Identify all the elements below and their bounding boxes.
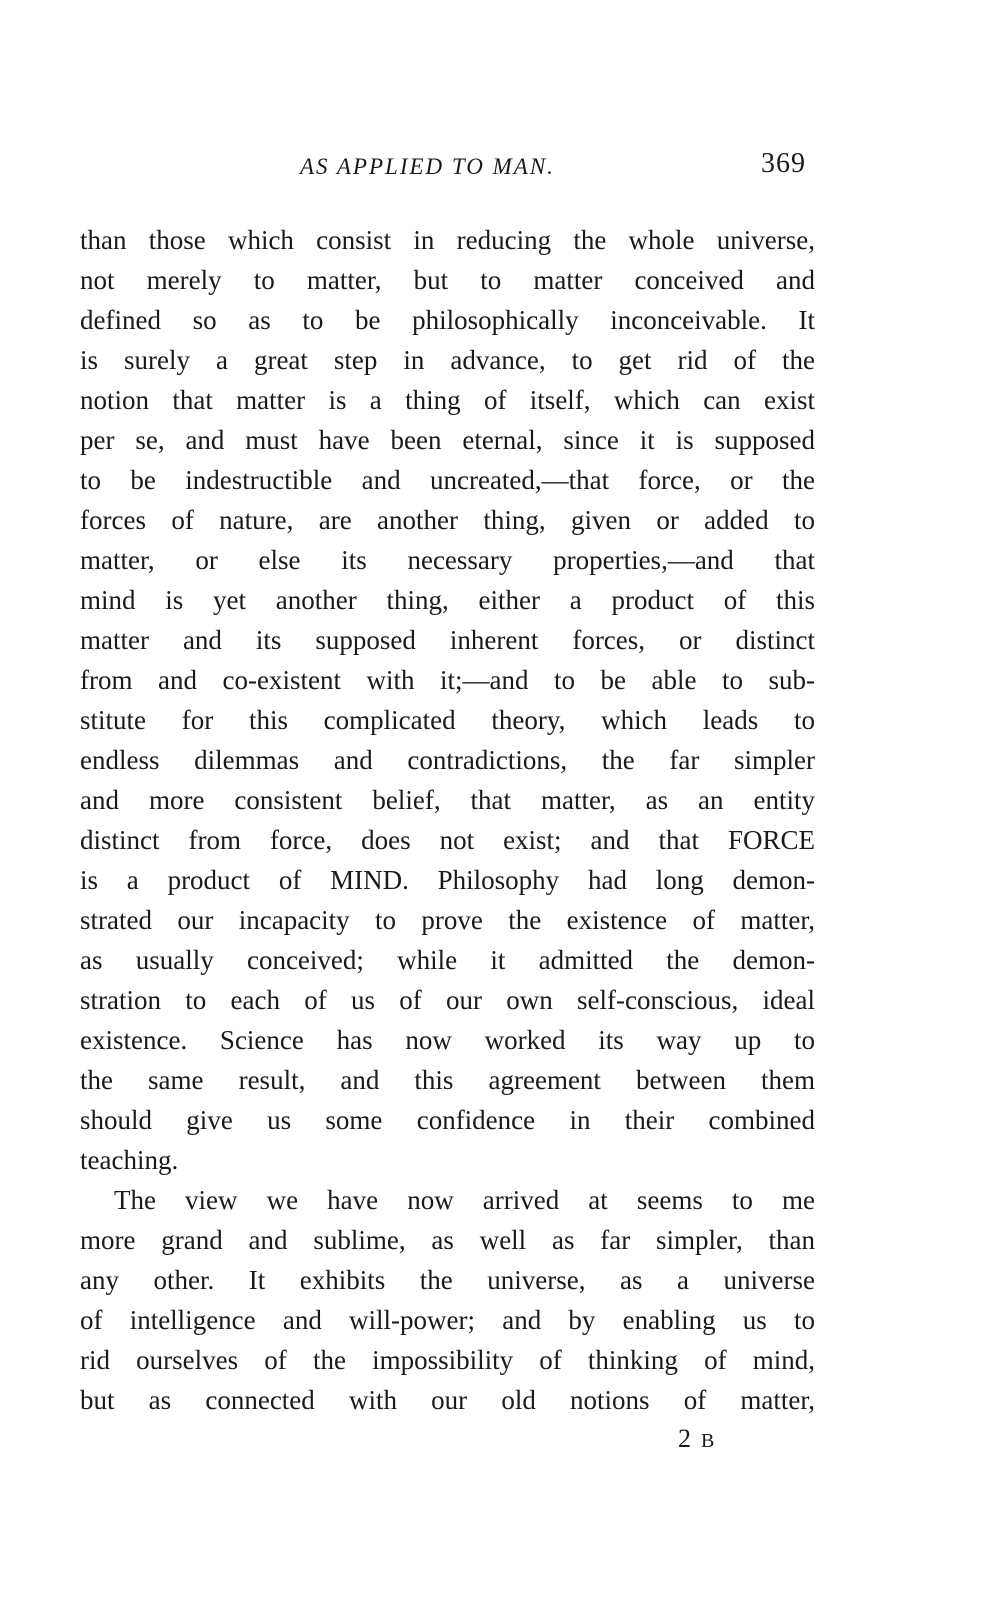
- text-line: matter, or else its necessary properties,—and that: [80, 545, 815, 575]
- signature-number: 2: [678, 1424, 693, 1453]
- text-line: notion that matter is a thing of itself, which can exist: [80, 385, 815, 415]
- text-line: should give us some confidence in their combined: [80, 1105, 815, 1135]
- running-head: [80, 146, 820, 186]
- text-line: any other. It exhibits the universe, as a universe: [80, 1265, 815, 1295]
- text-line: mind is yet another thing, either a product of this: [80, 585, 815, 615]
- text-line: endless dilemmas and contradictions, the far simpler: [80, 745, 815, 775]
- text-line: the same result, and this agreement between them: [80, 1065, 815, 1095]
- text-line: is surely a great step in advance, to get rid of the: [80, 345, 815, 375]
- text-line: not merely to matter, but to matter conceived and: [80, 265, 815, 295]
- text-line: to be indestructible and uncreated,—that force, or the: [80, 465, 815, 495]
- text-line: stitute for this complicated theory, which leads to: [80, 705, 815, 735]
- text-line: as usually conceived; while it admitted the demon-: [80, 945, 815, 975]
- text-line: than those which consist in reducing the whole universe,: [80, 225, 815, 255]
- text-line: from and co-existent with it;—and to be able to sub-: [80, 665, 815, 695]
- text-line: stration to each of us of our own self-conscious, ideal: [80, 985, 815, 1015]
- page-number: 369: [761, 148, 806, 179]
- paragraph-end-line: teaching.: [80, 1145, 179, 1175]
- text-line: existence. Science has now worked its way up to: [80, 1025, 815, 1055]
- text-line: strated our incapacity to prove the existence of matter,: [80, 905, 815, 935]
- body-text: [80, 220, 815, 1420]
- text-line: matter and its supposed inherent forces, or distinct: [80, 625, 815, 655]
- text-line: but as connected with our old notions of matter,: [80, 1385, 815, 1415]
- text-line: of intelligence and will-power; and by enabling us to: [80, 1305, 815, 1335]
- signature-mark: [678, 1424, 716, 1454]
- text-line: rid ourselves of the impossibility of thinking of mind,: [80, 1345, 815, 1375]
- text-line: per se, and must have been eternal, since it is supposed: [80, 425, 815, 455]
- text-line: defined so as to be philosophically inconceivable. It: [80, 305, 815, 335]
- text-line: forces of nature, are another thing, given or added to: [80, 505, 815, 535]
- running-title: AS APPLIED TO MAN.: [300, 154, 555, 179]
- paragraph-start-line: The view we have now arrived at seems to me: [114, 1185, 815, 1215]
- text-line: is a product of MIND. Philosophy had long demon-: [80, 865, 815, 895]
- text-line: more grand and sublime, as well as far simpler, than: [80, 1225, 815, 1255]
- text-line: distinct from force, does not exist; and that FORCE: [80, 825, 815, 855]
- text-line: and more consistent belief, that matter, as an entity: [80, 785, 815, 815]
- signature-letter: B: [701, 1430, 717, 1452]
